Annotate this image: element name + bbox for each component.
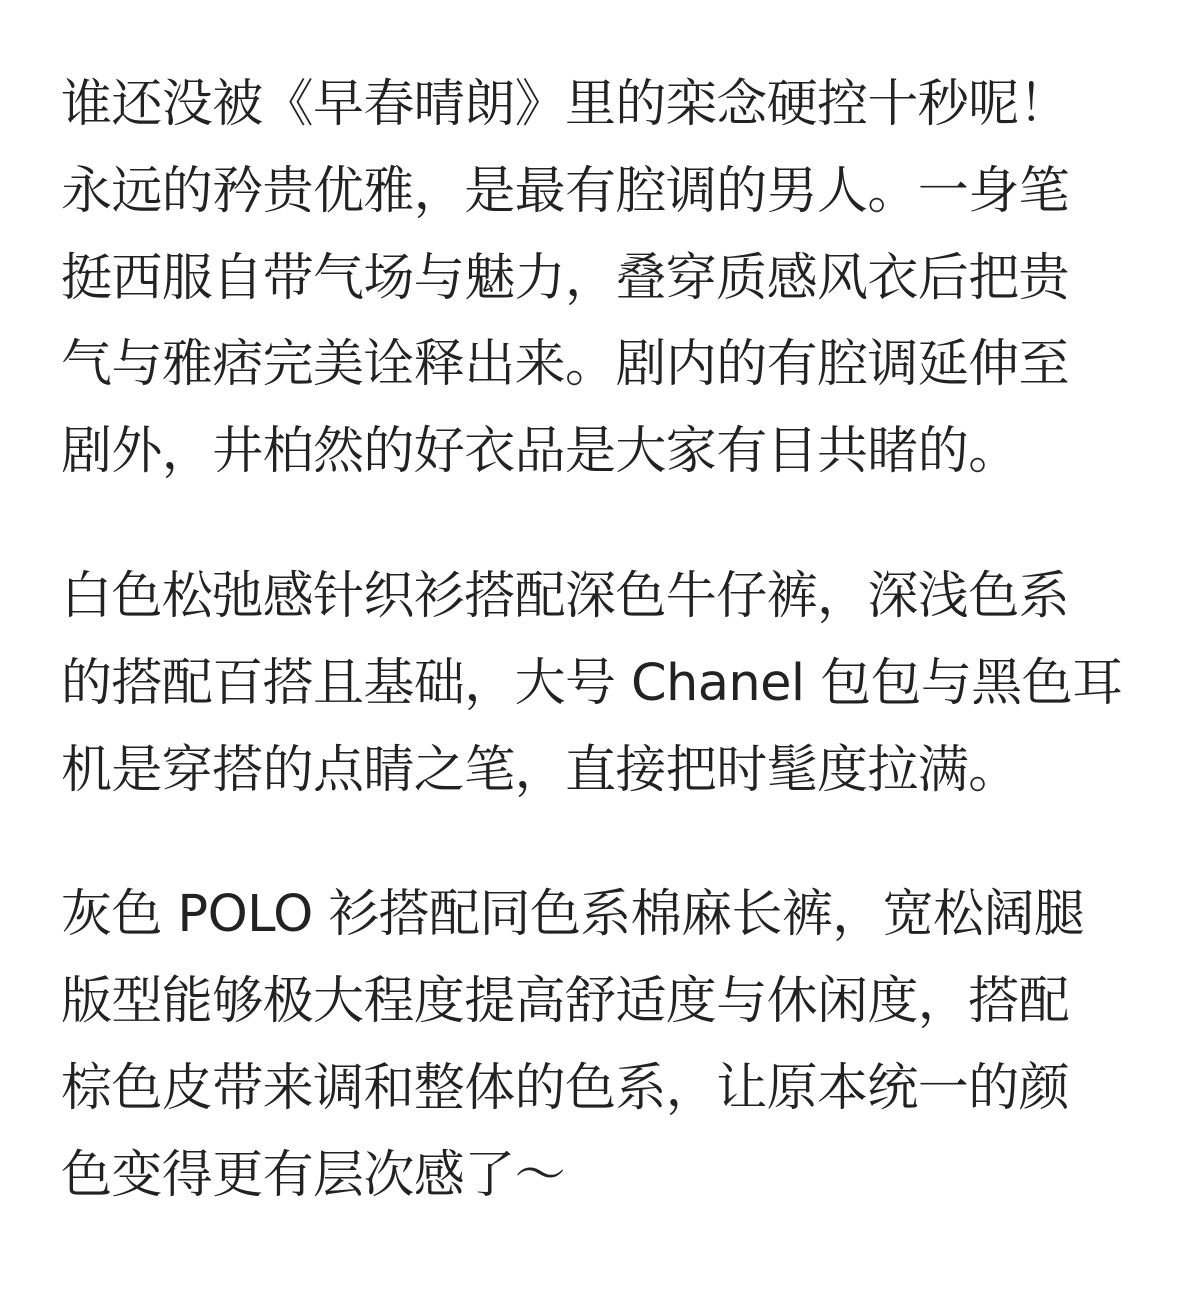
paragraph-3	[61, 872, 1131, 1219]
paragraph-line: 剧外，井柏然的好衣品是大家有目共睹的。	[61, 422, 1019, 482]
paragraph-line: 棕色皮带来调和整体的色系，让原本统一的颜	[61, 1058, 1070, 1118]
paragraph-line: 挺西服自带气场与魅力，叠穿质感风衣后把贵	[61, 248, 1070, 308]
article-body	[61, 62, 1131, 1278]
paragraph-line: 灰色 POLO 衫搭配同色系棉麻长裤，宽松阔腿	[61, 885, 1085, 945]
paragraph-1	[61, 62, 1131, 496]
paragraph-line: 的搭配百搭且基础，大号 Chanel 包包与黑色耳	[61, 653, 1123, 713]
paragraph-line: 色变得更有层次感了～	[61, 1145, 566, 1205]
paragraph-line: 版型能够极大程度提高舒适度与休闲度，搭配	[61, 972, 1070, 1032]
paragraph-line: 永远的矜贵优雅，是最有腔调的男人。一身笔	[61, 161, 1070, 221]
paragraph-2	[61, 554, 1131, 814]
paragraph-line: 气与雅痞完美诠释出来。剧内的有腔调延伸至	[61, 335, 1070, 395]
paragraph-line: 机是穿搭的点睛之笔，直接把时髦度拉满。	[61, 740, 1019, 800]
paragraph-line: 白色松弛感针织衫搭配深色牛仔裤，深浅色系	[61, 566, 1070, 626]
paragraph-line: 谁还没被《早春晴朗》里的栾念硬控十秒呢！	[61, 75, 1070, 134]
